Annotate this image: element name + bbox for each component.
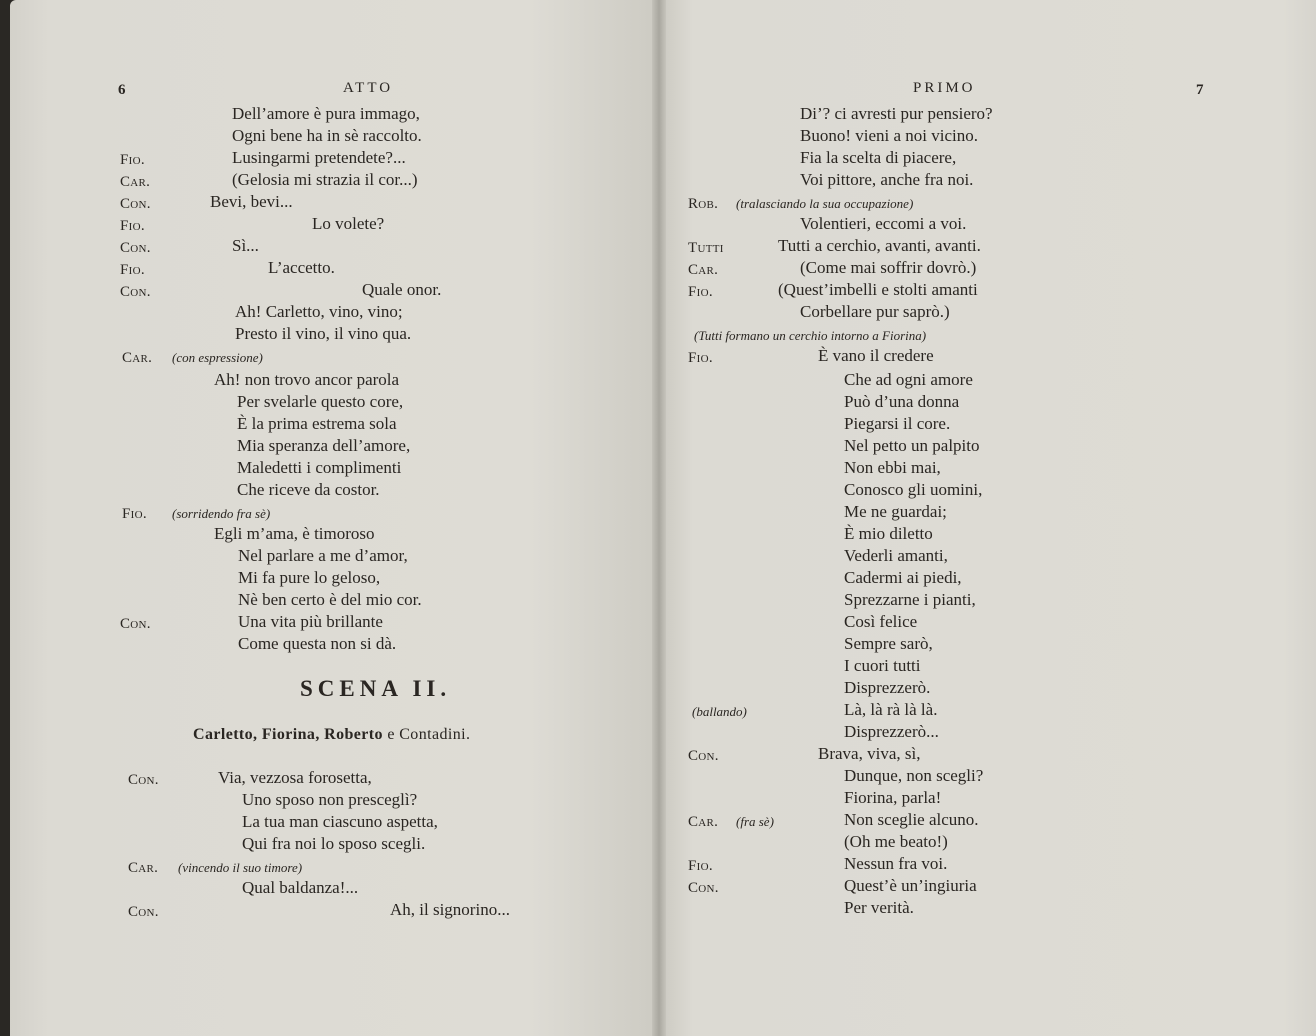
verse-line: (Oh me beato!) [844,832,948,851]
stage-direction: (ballando) [692,704,747,719]
speaker-label: Con. [688,880,719,896]
speaker-label: Fio. [120,218,145,234]
speaker-label: Car. [122,350,153,366]
verse-line: Di’? ci avresti pur pensiero? [800,104,993,123]
verse-line: Sempre sarò, [844,634,933,653]
speaker-label: Car. [128,860,159,876]
verse-line: Bevi, bevi... [210,192,293,211]
verse-line: Fiorina, parla! [844,788,942,807]
verse-line: Che riceve da costor. [237,480,380,499]
speaker-label: Car. [688,262,719,278]
speaker-label: Fio. [688,350,713,366]
stage-direction: (fra sè) [736,814,774,829]
speaker-label: Con. [120,240,151,256]
verse-line: Disprezzerò... [844,722,939,741]
verse-line: Via, vezzosa forosetta, [218,768,372,787]
verse-line: È mio diletto [844,524,933,543]
verse-line: Non sceglie alcuno. [844,810,979,829]
verse-line: Voi pittore, anche fra noi. [800,170,974,189]
verse-line: Mi fa pure lo geloso, [238,568,381,587]
verse-line: Nel petto un palpito [844,436,980,455]
verse-line: Sì... [232,236,259,255]
verse-line: La tua man ciascuno aspetta, [242,812,438,831]
right-page [660,0,1316,1036]
stage-direction: (tralasciando la sua occupazione) [736,196,914,211]
speaker-label: Fio. [688,858,713,874]
verse-line: Brava, viva, sì, [818,744,921,763]
verse-line: Maledetti i complimenti [237,458,402,477]
verse-line: Me ne guardai; [844,502,947,521]
speaker-label: Fio. [122,506,147,522]
verse-line: Quest’è un’ingiuria [844,876,977,895]
page-number-right: 7 [1196,82,1204,98]
verse-line: (Come mai soffrir dovrò.) [800,258,977,277]
verse-line: Qui fra noi lo sposo scegli. [242,834,426,853]
verse-line: Cadermi ai piedi, [844,568,962,587]
verse-line: Mia speranza dell’amore, [237,436,411,455]
verse-line: Nessun fra voi. [844,854,948,873]
speaker-label: Con. [688,748,719,764]
verse-line: (Gelosia mi strazia il cor...) [232,170,418,189]
verse-line: Vederli amanti, [844,546,948,565]
verse-line: Una vita più brillante [238,612,383,631]
running-head-right: PRIMO [913,80,976,96]
verse-line: Nel parlare a me d’amor, [238,546,408,565]
speaker-label: Rob. [688,196,719,212]
verse-line: Dunque, non scegli? [844,766,984,785]
verse-line: Così felice [844,612,918,631]
verse-line: Là, là rà là là. [844,700,938,719]
verse-line: Egli m’ama, è timoroso [214,524,375,543]
speaker-label: Car. [688,814,719,830]
speaker-label: Con. [120,616,151,632]
speaker-label: Car. [120,174,151,190]
verse-line: Non ebbi mai, [844,458,941,477]
scene-title: SCENA II. [300,676,452,701]
verse-line: I cuori tutti [844,656,921,675]
speaker-label: Fio. [120,262,145,278]
scene-characters-rest: e Contadini. [387,726,471,743]
verse-line: Dell’amore è pura immago, [232,104,420,123]
verse-line: Ah! non trovo ancor parola [214,370,400,389]
speaker-label: Con. [128,772,159,788]
verse-line: Ogni bene ha in sè raccolto. [232,126,422,145]
verse-line: È la prima estrema sola [237,414,397,433]
verse-line: Come questa non si dà. [238,634,397,653]
verse-line: Uno sposo non presceglì? [242,790,418,809]
verse-line: Quale onor. [362,280,442,299]
verse-line: Buono! vieni a noi vicino. [800,126,979,145]
verse-line: Lo volete? [312,214,385,233]
verse-line: È vano il credere [818,346,934,365]
scene-characters [193,726,470,744]
page-number-left: 6 [118,82,126,98]
verse-line: Disprezzerò. [844,678,931,697]
verse-line: (Quest’imbelli e stolti amanti [778,280,978,299]
verse-line: Ah, il signorino... [390,900,510,919]
verse-line: Tutti a cerchio, avanti, avanti. [778,236,981,255]
verse-line: Ah! Carletto, vino, vino; [235,302,403,321]
stage-direction: (Tutti formano un cerchio intorno a Fiorina) [694,328,927,343]
verse-line: Piegarsi il core. [844,414,951,433]
verse-line: Corbellare pur saprò.) [800,302,950,321]
verse-line: Può d’una donna [844,392,960,411]
verse-line: Che ad ogni amore [844,370,973,389]
speaker-label: Tutti [688,240,724,256]
running-head-left: ATTO [343,80,394,96]
verse-line: Per verità. [844,898,914,917]
speaker-label: Con. [120,196,151,212]
verse-line: Per svelarle questo core, [237,392,404,411]
speaker-label: Fio. [120,152,145,168]
verse-line: Volentieri, eccomi a voi. [800,214,967,233]
verse-line: Fia la scelta di piacere, [800,148,957,167]
verse-line: Sprezzarne i pianti, [844,590,976,609]
speaker-label: Con. [128,904,159,920]
speaker-label: Con. [120,284,151,300]
verse-line: Qual baldanza!... [242,878,359,897]
verse-line: Presto il vino, il vino qua. [235,324,412,343]
stage-direction: (con espressione) [172,350,263,365]
stage-direction: (vincendo il suo timore) [178,860,303,875]
verse-line: Lusingarmi pretendete?... [232,148,406,167]
scene-characters-names: Carletto, Fiorina, Roberto [193,726,383,743]
verse-line: L’accetto. [268,258,335,277]
speaker-label: Fio. [688,284,713,300]
stage-direction: (sorridendo fra sè) [172,506,271,521]
book-gutter [652,0,666,1036]
verse-line: Nè ben certo è del mio cor. [238,590,422,609]
verse-line: Conosco gli uomini, [844,480,983,499]
